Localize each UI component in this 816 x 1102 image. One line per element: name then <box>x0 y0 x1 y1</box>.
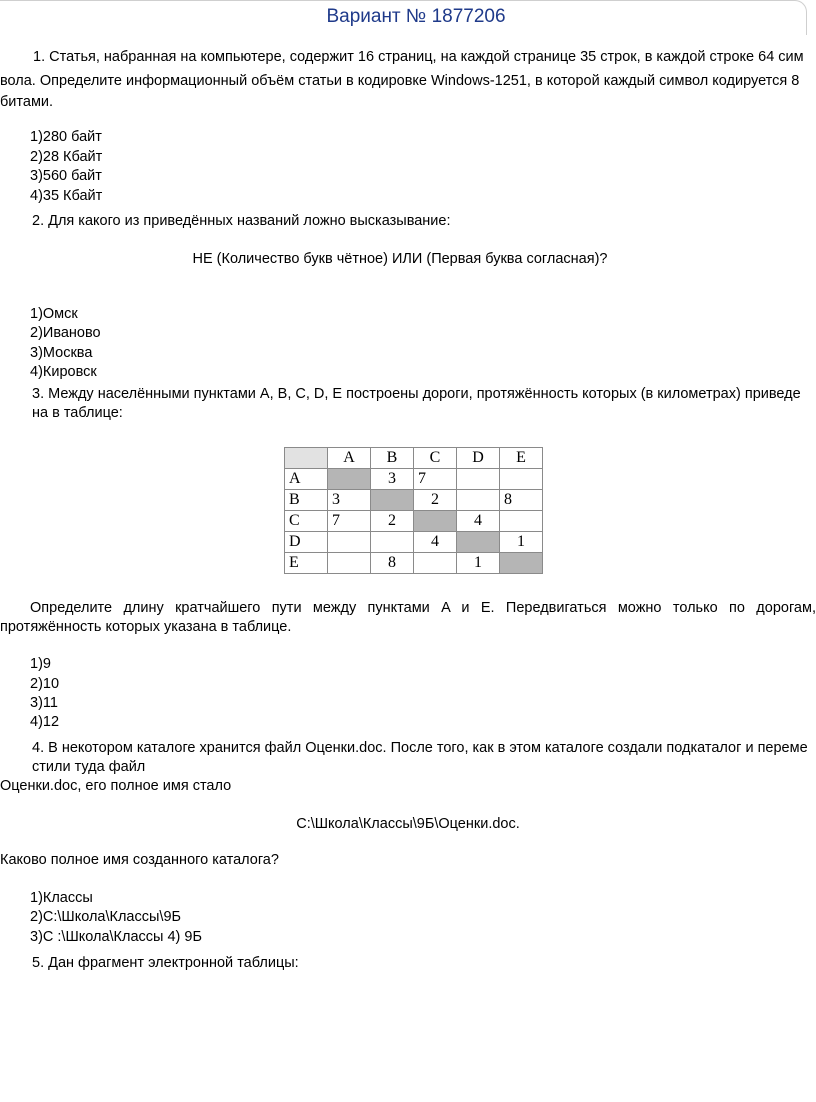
table-cell-diagonal <box>500 553 543 574</box>
q1-option-3: 3)560 байт <box>30 168 102 184</box>
table-cell: 7 <box>414 469 457 490</box>
table-cell: 7 <box>328 511 371 532</box>
q4-text-line2: стили туда файл <box>32 759 146 775</box>
table-cell <box>457 490 500 511</box>
q3-option-1: 1)9 <box>30 656 51 672</box>
table-row <box>285 490 543 511</box>
table-row-header: C <box>285 511 328 532</box>
table-corner-cell <box>285 448 328 469</box>
table-header-row <box>285 448 543 469</box>
table-row-header: B <box>285 490 328 511</box>
q3-question-line2: тяжённость которых указана в таблице. <box>23 619 292 635</box>
table-cell: 1 <box>457 553 500 574</box>
table-cell: 2 <box>414 490 457 511</box>
table-cell: 4 <box>414 532 457 553</box>
q4-path: С:\Школа\Классы\9Б\Оценки.doc. <box>296 816 520 832</box>
table-cell-diagonal <box>328 469 371 490</box>
table-cell <box>500 469 543 490</box>
q3-question-line1: Определите длину кратчайшего пути между пунктами A и E. Передвигаться можно только по дорогам, про <box>0 600 816 635</box>
q3-text-line2: на в таблице: <box>32 405 123 421</box>
q2-text: 2. Для какого из приведённых названий ложно высказывание: <box>32 213 451 229</box>
q4-text-line3: Оценки.doc, его полное имя стало <box>0 778 232 794</box>
q1-option-2: 2)28 Кбайт <box>30 149 103 165</box>
table-row <box>285 532 543 553</box>
table-cell: 8 <box>371 553 414 574</box>
q3-option-4: 4)12 <box>30 714 60 730</box>
variant-title: Вариант № 1877206 <box>326 6 506 27</box>
q4-text-line1: 4. В некотором каталоге хранится файл Оценки.doc. После того, как в этом каталоге создали подкаталог и переме <box>32 740 808 756</box>
table-cell <box>414 553 457 574</box>
q1-option-4: 4)35 Кбайт <box>30 188 103 204</box>
table-header-cell: A <box>328 448 371 469</box>
q1-text-line2: вола. Определите информационный объём статьи в кодировке Windows-1251, в которой каждый символ кодируется 8 <box>0 73 800 89</box>
q3-text-line1: 3. Между населёнными пунктами A, B, C, D, E построены дороги, протяжённость которых (в километрах) приведе <box>32 386 801 402</box>
table-cell: 1 <box>500 532 543 553</box>
table-cell: 8 <box>500 490 543 511</box>
table-cell-diagonal <box>371 490 414 511</box>
table-cell <box>371 532 414 553</box>
table-header-cell: D <box>457 448 500 469</box>
table-cell <box>500 511 543 532</box>
table-row-header: A <box>285 469 328 490</box>
q2-formula: НЕ (Количество букв чётное) ИЛИ (Первая буква согласная)? <box>192 251 608 267</box>
table-cell: 3 <box>328 490 371 511</box>
table-row <box>285 469 543 490</box>
q4-option-3: 3)С :\Школа\Классы 4) 9Б <box>30 929 202 945</box>
q4-question: Каково полное имя созданного каталога? <box>0 852 279 868</box>
table-cell: 3 <box>371 469 414 490</box>
table-header-cell: E <box>500 448 543 469</box>
table-header-cell: B <box>371 448 414 469</box>
table-row <box>285 553 543 574</box>
q4-option-1: 1)Классы <box>30 890 93 906</box>
q2-option-3: 3)Москва <box>30 345 93 361</box>
table-cell: 4 <box>457 511 500 532</box>
q1-text-line3: битами. <box>0 94 54 110</box>
q4-option-2: 2)С:\Школа\Классы\9Б <box>30 909 182 925</box>
table-cell-diagonal <box>414 511 457 532</box>
q5-text: 5. Дан фрагмент электронной таблицы: <box>32 955 299 971</box>
q1-option-1: 1)280 байт <box>30 129 102 145</box>
table-cell-diagonal <box>457 532 500 553</box>
q3-option-2: 2)10 <box>30 676 60 692</box>
table-cell <box>328 553 371 574</box>
q2-option-4: 4)Кировск <box>30 364 97 380</box>
table-row <box>285 511 543 532</box>
distance-table <box>284 447 543 574</box>
table-cell <box>457 469 500 490</box>
q3-option-3: 3)11 <box>30 695 58 711</box>
table-cell <box>328 532 371 553</box>
q2-option-2: 2)Иваново <box>30 325 101 341</box>
q1-text-line1: 1. Статья, набранная на компьютере, содержит 16 страниц, на каждой странице 35 строк, в каждой строке 64 сим <box>33 49 804 65</box>
q3-question <box>0 599 816 637</box>
table-header-cell: C <box>414 448 457 469</box>
table-row-header: E <box>285 553 328 574</box>
table-row-header: D <box>285 532 328 553</box>
table-cell: 2 <box>371 511 414 532</box>
q2-option-1: 1)Омск <box>30 306 78 322</box>
